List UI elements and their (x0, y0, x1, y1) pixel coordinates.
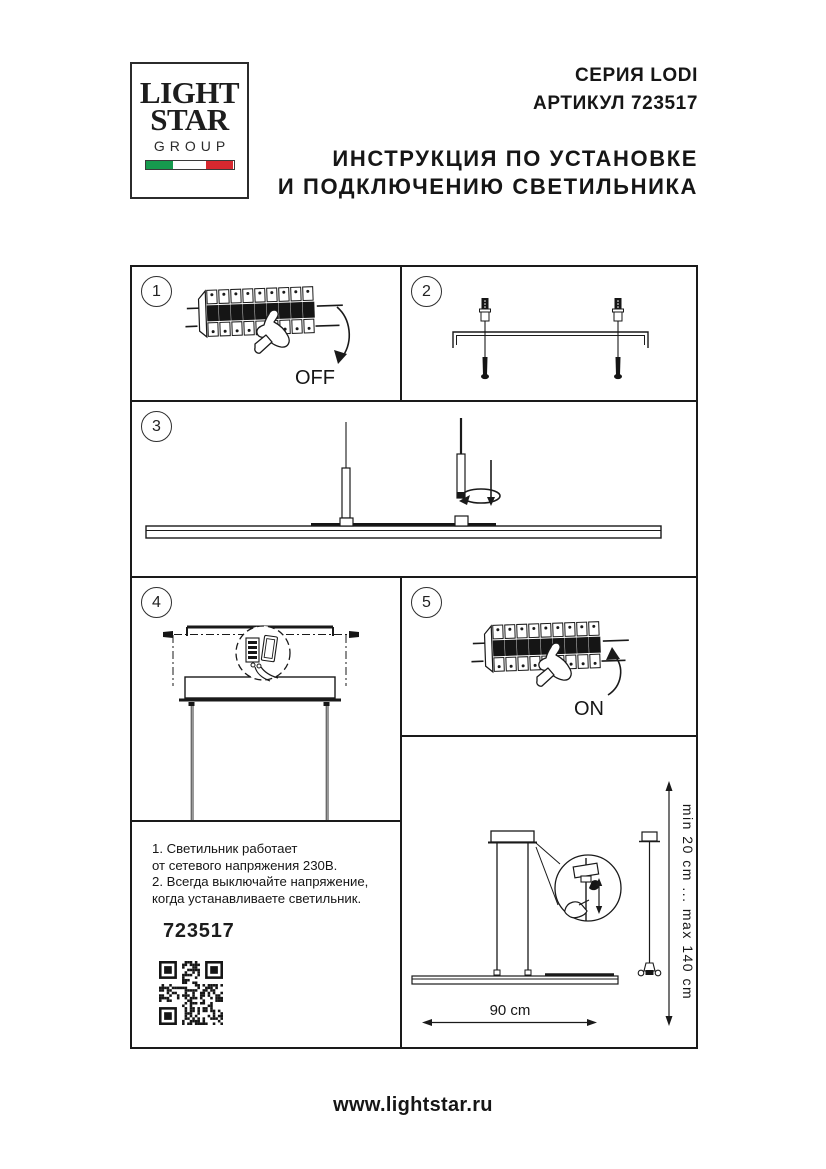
instruction-title-line2: И ПОДКЛЮЧЕНИЮ СВЕТИЛЬНИКА (277, 174, 698, 199)
title-block (278, 62, 698, 201)
qr-code (159, 961, 223, 1025)
ceiling-canopy-diagram (179, 677, 341, 706)
website-url: www.lightstar.ru (333, 1094, 493, 1116)
switch-up-arrow-icon (606, 647, 621, 695)
cable-adjuster-detail-circle (536, 843, 621, 921)
flag-green (146, 161, 173, 169)
step-1-panel (130, 265, 402, 402)
safety-notes (152, 841, 368, 907)
step-2-panel (400, 265, 698, 402)
note-line: 1. Светильник работает (152, 841, 298, 856)
wall-anchor-icon (614, 357, 622, 379)
logo-word-star: STAR (150, 102, 229, 138)
suspension-cable-icon (340, 422, 353, 526)
logo-word-group: GROUP (153, 137, 231, 154)
instruction-title-line1: ИНСТРУКЦИЯ ПО УСТАНОВКЕ (332, 146, 698, 171)
light-bar-diagram (146, 523, 661, 538)
step-2-number: 2 (411, 276, 442, 307)
series-title: СЕРИЯ LODI (574, 65, 698, 86)
step-2-diagram (402, 267, 696, 400)
single-cable-diagram (638, 832, 661, 976)
step-5-number: 5 (411, 587, 442, 618)
italian-flag-bar (145, 160, 235, 170)
on-label: ON (574, 698, 604, 720)
lightstar-logo (130, 62, 249, 199)
step-3-diagram (132, 402, 696, 576)
step-5-panel (400, 576, 698, 737)
screw-icon (480, 298, 491, 357)
notes-panel (130, 820, 402, 1049)
suspension-cables (191, 706, 328, 820)
dimensions-panel (400, 735, 698, 1049)
step-1-number: 1 (141, 276, 172, 307)
note-line: когда устанавливаете светильник. (152, 890, 362, 906)
wiring-detail-circle (236, 626, 290, 681)
note-line: 2. Всегда выключайте напряжение, (152, 874, 369, 889)
step-5-diagram (402, 578, 696, 735)
wall-anchor-icon (481, 357, 489, 379)
flag-red (206, 161, 233, 169)
switch-down-arrow-icon (334, 307, 349, 364)
height-dimension-label: min 20 cm ... max 140 cm (680, 803, 696, 1001)
height-dimension-arrow (666, 781, 673, 1026)
step-4-panel (130, 576, 402, 822)
width-dimension-arrow (422, 1019, 597, 1026)
screw-icon (613, 298, 624, 357)
logo-word-light: LIGHT (139, 75, 240, 110)
mounting-bracket-diagram (453, 332, 648, 348)
series-article-block (278, 62, 698, 118)
step-3-panel (130, 400, 698, 578)
width-dimension-label: 90 cm (489, 1002, 531, 1019)
dimensions-diagram (402, 737, 696, 1047)
step-4-number: 4 (141, 587, 172, 618)
step-1-diagram (132, 267, 400, 400)
step-3-number: 3 (141, 411, 172, 442)
note-line: от сетевого напряжения 230В. (152, 857, 338, 873)
step-4-diagram (132, 578, 400, 820)
instruction-title (278, 145, 698, 201)
article-title: АРТИКУЛ 723517 (533, 93, 698, 114)
article-number: 723517 (163, 920, 235, 942)
suspension-cable-icon (455, 418, 468, 526)
flag-white (173, 161, 206, 169)
off-label: OFF (295, 367, 335, 389)
